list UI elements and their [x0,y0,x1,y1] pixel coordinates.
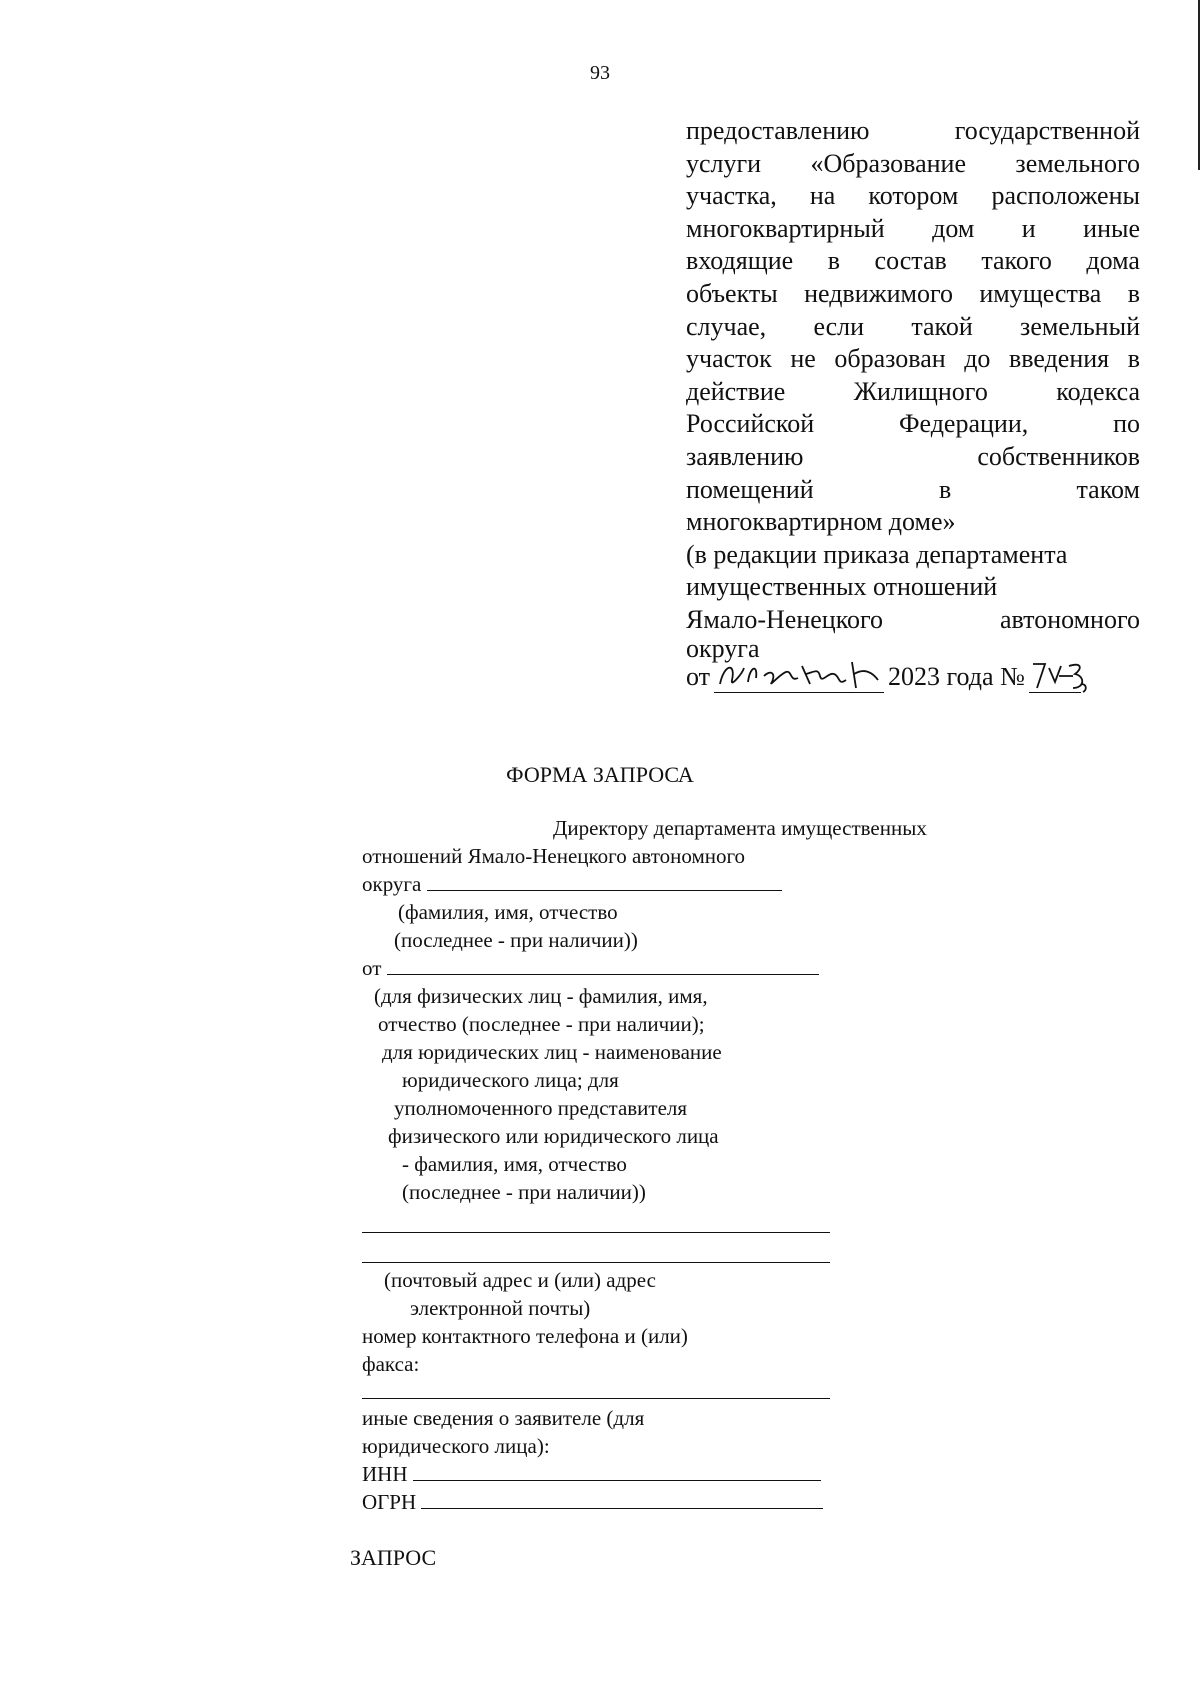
approval-justified-line [686,115,1140,148]
other-info-block [362,1404,842,1516]
word: в [1127,344,1140,374]
from-hint: отчество (последнее - при наличии); [378,1012,705,1036]
from-hint: для юридических лиц - наименование [382,1040,722,1064]
handwritten-number [1029,662,1081,693]
sig-prefix: от [686,661,711,691]
approval-justified-line [686,148,1140,181]
word: не [790,344,816,374]
word: собственников [977,441,1140,471]
word: помещений [686,474,814,504]
address-field-line-1[interactable] [362,1232,830,1233]
word: дом [932,213,975,243]
word: входящие [686,246,794,276]
word: объекты [686,278,778,308]
word: кодекса [1056,376,1140,406]
word: если [813,311,865,341]
approval-justified-line [686,376,1140,409]
word: в [827,246,841,276]
number-scribble-icon [1029,654,1089,694]
addressee-name-field[interactable] [427,872,782,891]
inn-field[interactable] [413,1462,821,1481]
addressee-hint: (фамилия, имя, отчество [398,900,618,924]
word: до [964,344,991,374]
word: Жилищного [853,376,988,406]
word: участок [686,344,772,374]
from-hint: уполномоченного представителя [394,1096,688,1120]
word: земельный [1020,311,1140,341]
phone-field-line[interactable] [362,1398,830,1399]
from-hint: (последнее - при наличии)) [402,1180,646,1204]
ogrn-field[interactable] [421,1490,823,1509]
inn-label: ИНН [362,1462,408,1486]
approval-yanao-line [686,604,1140,637]
word: иные [1083,213,1140,243]
from-name-field[interactable] [387,956,819,975]
addressee-line-1 [553,814,927,842]
from-label: от [362,956,382,980]
phone-label: номер контактного телефона и (или) [362,1324,688,1348]
word: в [1127,278,1140,308]
approval-justified-line [686,343,1140,376]
word: Ямало-Ненецкого [686,604,884,634]
ogrn-row [362,1488,842,1516]
addressee-okrug-row [362,870,832,898]
approval-justified-line [686,278,1140,311]
addressee-hint: (последнее - при наличии)) [394,928,638,952]
word: Федерации, [898,409,1029,439]
approval-block [686,115,1140,693]
page-number: 93 [590,62,610,84]
word: введения [1008,344,1110,374]
addressee-block [362,842,832,1206]
word: «Образование [810,148,967,178]
addressee-text: Директору департамента имущественных [553,816,927,840]
approval-justified-line [686,408,1140,441]
word: дома [1086,246,1140,276]
word: образован [834,344,946,374]
word: расположены [991,181,1140,211]
approval-justified-line [686,441,1140,474]
word: государственной [954,116,1140,145]
approval-okruga: округа [686,633,760,663]
addressee-text: отношений Ямало-Ненецкого автономного [362,844,746,868]
word: и [1021,213,1036,243]
other-info-label: иные сведения о заявителе (для [362,1406,645,1430]
word: многоквартирный [686,213,885,243]
word: имущества [979,278,1102,308]
approval-signature-row [686,661,1140,694]
word: таком [1076,474,1140,504]
approval-line: имущественных отношений [686,572,998,602]
approval-justified-line [686,474,1140,507]
word: недвижимого [804,278,953,308]
word: такого [981,246,1052,276]
address-block [362,1266,832,1378]
address-hint: (почтовый адрес и (или) адрес [384,1268,656,1292]
word: заявлению [686,441,804,471]
word: автономного [1000,604,1140,634]
word: в [938,474,952,504]
word: предоставлению [686,116,870,145]
word: услуги [686,148,762,178]
from-hint: - фамилия, имя, отчество [402,1152,627,1176]
other-info-label: юридического лица): [362,1434,550,1458]
ogrn-label: ОГРН [362,1490,417,1514]
word: земельного [1015,148,1140,178]
approval-justified-line [686,213,1140,246]
address-hint: электронной почты) [410,1296,591,1320]
handwritten-date-signature [714,662,884,693]
word: участка, [686,181,777,211]
fax-label: факса: [362,1352,420,1376]
approval-line: (в редакции приказа департамента [686,539,1068,569]
sig-year: 2023 года № [888,661,1025,691]
from-hint: (для физических лиц - фамилия, имя, [374,984,708,1008]
word: действие [686,376,786,406]
from-hint: юридического лица; для [402,1068,619,1092]
word: такой [911,311,973,341]
request-heading: ЗАПРОС [350,1545,437,1570]
date-scribble-icon [714,654,884,694]
from-hint: физического или юридического лица [388,1124,719,1148]
address-field-line-2[interactable] [362,1262,830,1263]
approval-justified-line [686,311,1140,344]
word: по [1113,409,1140,439]
word: на [809,181,836,211]
word: котором [868,181,959,211]
approval-justified-line [686,245,1140,278]
inn-row [362,1460,842,1488]
approval-justified-lines [686,115,1140,506]
approval-justified-line [686,180,1140,213]
word: состав [874,246,947,276]
addressee-okrug: округа [362,872,422,896]
form-title: ФОРМА ЗАПРОСА [506,762,694,787]
approval-line: многоквартирном доме» [686,507,956,537]
word: Российской [686,409,815,439]
from-row [362,954,832,982]
word: случае, [686,311,767,341]
